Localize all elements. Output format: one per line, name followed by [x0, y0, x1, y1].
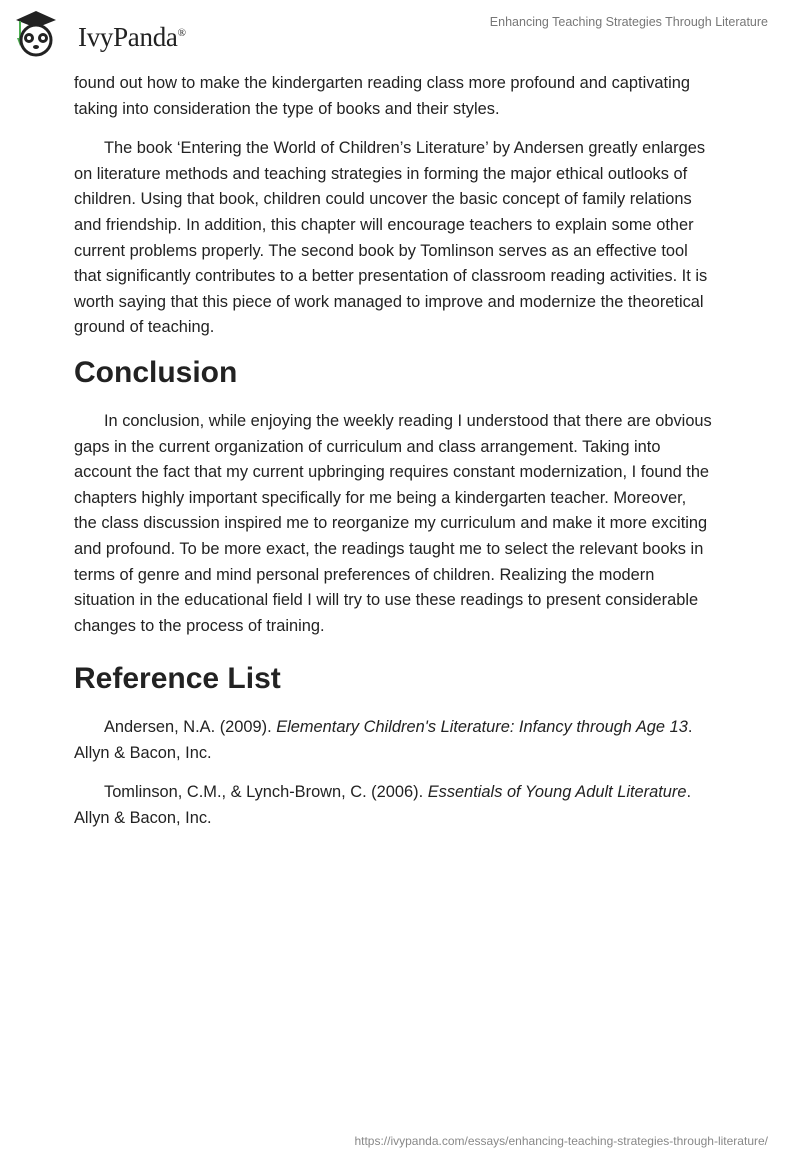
reference-punct: .	[687, 718, 693, 737]
text-line: the class discussion inspired me to reorganize my curriculum and make it more exciting	[74, 514, 708, 533]
footer-url[interactable]: https://ivypanda.com/essays/enhancing-teaching-strategies-through-literature/	[354, 1134, 768, 1148]
references-heading: Reference List	[74, 662, 281, 696]
reference-title: Elementary Children's Literature: Infancy through Age 13	[276, 718, 688, 737]
reference-list	[74, 715, 734, 831]
books-paragraph	[74, 136, 734, 341]
conclusion-paragraph	[74, 409, 734, 639]
text-line: and profound. To be more exact, the readings taught me to select the relevant books in	[74, 539, 704, 558]
text-line: situation in the educational field I will try to use these readings to present considerable	[74, 591, 699, 610]
reference-punct: .	[686, 783, 692, 802]
text-line: and friendship. In addition, this chapter will encourage teachers to explain some other	[74, 215, 694, 234]
reference-item	[74, 780, 734, 831]
conclusion-heading: Conclusion	[74, 355, 238, 389]
text-line: The book ‘Entering the World of Children’s Literature’ by Andersen greatly enlarges	[104, 139, 706, 158]
reference-item	[74, 715, 734, 766]
text-line: worth saying that this piece of work managed to improve and modernize the theoretical	[74, 292, 704, 311]
text-line: gaps in the current organization of curriculum and class arrangement. Taking into	[74, 437, 661, 456]
text-line: In conclusion, while enjoying the weekly reading I understood that there are obvious	[104, 411, 712, 430]
reference-title: Essentials of Young Adult Literature	[427, 783, 687, 802]
text-line: taking into consideration the type of books and their styles.	[74, 99, 500, 118]
header-title: Enhancing Teaching Strategies Through Literature	[489, 15, 768, 29]
reference-authors: Tomlinson, C.M., & Lynch-Brown, C. (2006).	[104, 783, 428, 802]
text-line: ground of teaching.	[74, 318, 215, 337]
text-line: current problems properly. The second book by Tomlinson serves as an effective tool	[74, 241, 688, 260]
panda-graduate-icon	[12, 8, 74, 58]
logo-name: IvyPanda	[78, 21, 178, 52]
text-line: children. Using that book, children could uncover the basic concept of family relations	[74, 190, 692, 209]
reference-publisher: Allyn & Bacon, Inc.	[74, 809, 212, 828]
text-line: chapters highly important specifically for me being a kindergarten teacher. Moreover,	[74, 488, 687, 507]
ivypanda-logo[interactable]	[12, 8, 186, 58]
text-line: that significantly contributes to a better presentation of classroom reading activities. It is	[74, 267, 708, 286]
text-line: account the fact that my current upbringing requires constant modernization, I found the	[74, 463, 710, 482]
text-line: changes to the process of training.	[74, 616, 325, 635]
intro-paragraph	[74, 71, 734, 122]
reference-authors: Andersen, N.A. (2009).	[104, 718, 277, 737]
text-line: found out how to make the kindergarten reading class more profound and captivating	[74, 74, 690, 92]
registered-mark: ®	[177, 26, 186, 39]
reference-publisher: Allyn & Bacon, Inc.	[74, 743, 212, 762]
text-line: terms of genre and mind personal preferences of children. Realizing the modern	[74, 565, 655, 584]
logo-text	[78, 22, 186, 53]
essay-content	[74, 71, 734, 846]
text-line: on literature methods and teaching strategies in forming the major ethical outlooks of	[74, 164, 688, 183]
